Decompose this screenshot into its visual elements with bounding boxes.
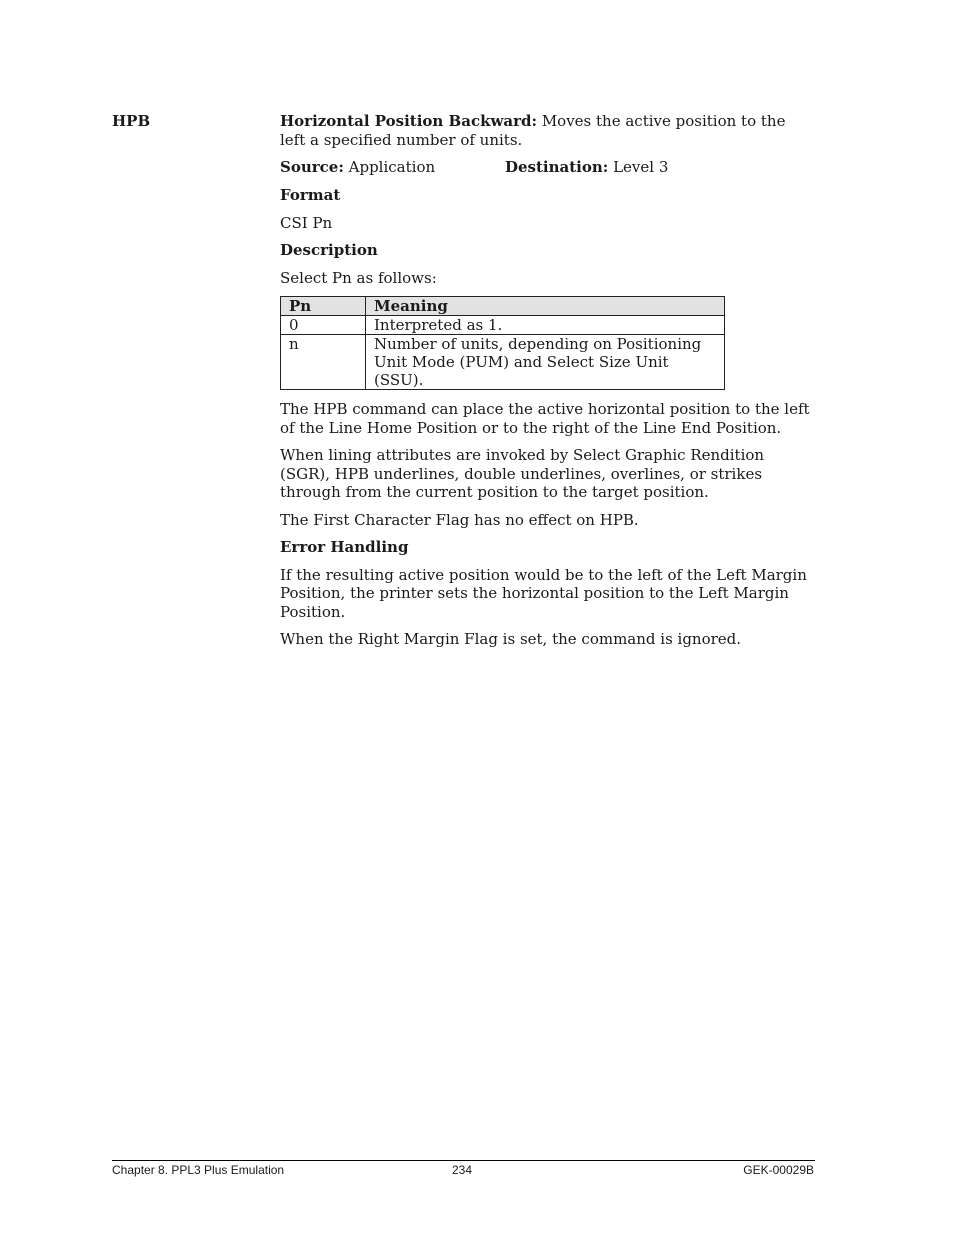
format-syntax: CSI Pn [280,213,333,232]
description-paragraph: The HPB command can place the active horizontal position to the left of the Line Home Position or to the right of the Line End Position. [280,400,810,437]
error-handling-paragraph: If the resulting active position would be to the left of the Left Margin Position, the printer sets the horizontal position to the Left Margin Position. [280,565,807,621]
parameter-table [280,296,725,390]
table-cell-pn: 0 [281,316,366,335]
definition-term: Horizontal Position Backward: [280,112,538,130]
footer-document-id: GEK-00029B [743,1163,814,1177]
footer-divider [112,1160,815,1161]
command-content [280,112,812,658]
table-header-pn: Pn [281,297,366,316]
format-heading: Format [280,186,341,204]
error-handling-heading: Error Handling [280,538,409,556]
table-cell-meaning: Interpreted as 1. [366,316,725,335]
source-field [280,158,435,176]
definition-paragraph [280,112,812,149]
destination-field [505,158,668,177]
description-heading: Description [280,241,378,259]
table-header-row [281,297,725,316]
definition-text: Moves the active position to the left a specified number of units. [280,112,786,149]
footer-chapter: Chapter 8. PPL3 Plus Emulation [112,1163,285,1177]
destination-value: Level 3 [608,158,669,176]
source-label: Source: [280,158,344,176]
description-paragraph: When lining attributes are invoked by Select Graphic Rendition (SGR), HPB underlines, double underlines, overlines, or strikes through from the current position to the target position. [280,446,765,501]
table-header-meaning: Meaning [366,297,725,316]
command-mnemonic: HPB [112,112,151,130]
error-handling-paragraph: When the Right Margin Flag is set, the command is ignored. [280,630,742,648]
table-row [281,335,725,390]
footer-page-number: 234 [452,1163,473,1177]
source-value: Application [343,158,436,176]
table-row [281,316,725,335]
table-cell-meaning: Number of units, depending on Positioning Unit Mode (PUM) and Select Size Unit (SSU). [366,335,725,390]
table-cell-pn: n [281,335,366,390]
description-intro: Select Pn as follows: [280,268,437,287]
description-paragraph: The First Character Flag has no effect on HPB. [280,510,639,529]
destination-label: Destination: [505,158,609,176]
source-destination-line [280,158,812,177]
